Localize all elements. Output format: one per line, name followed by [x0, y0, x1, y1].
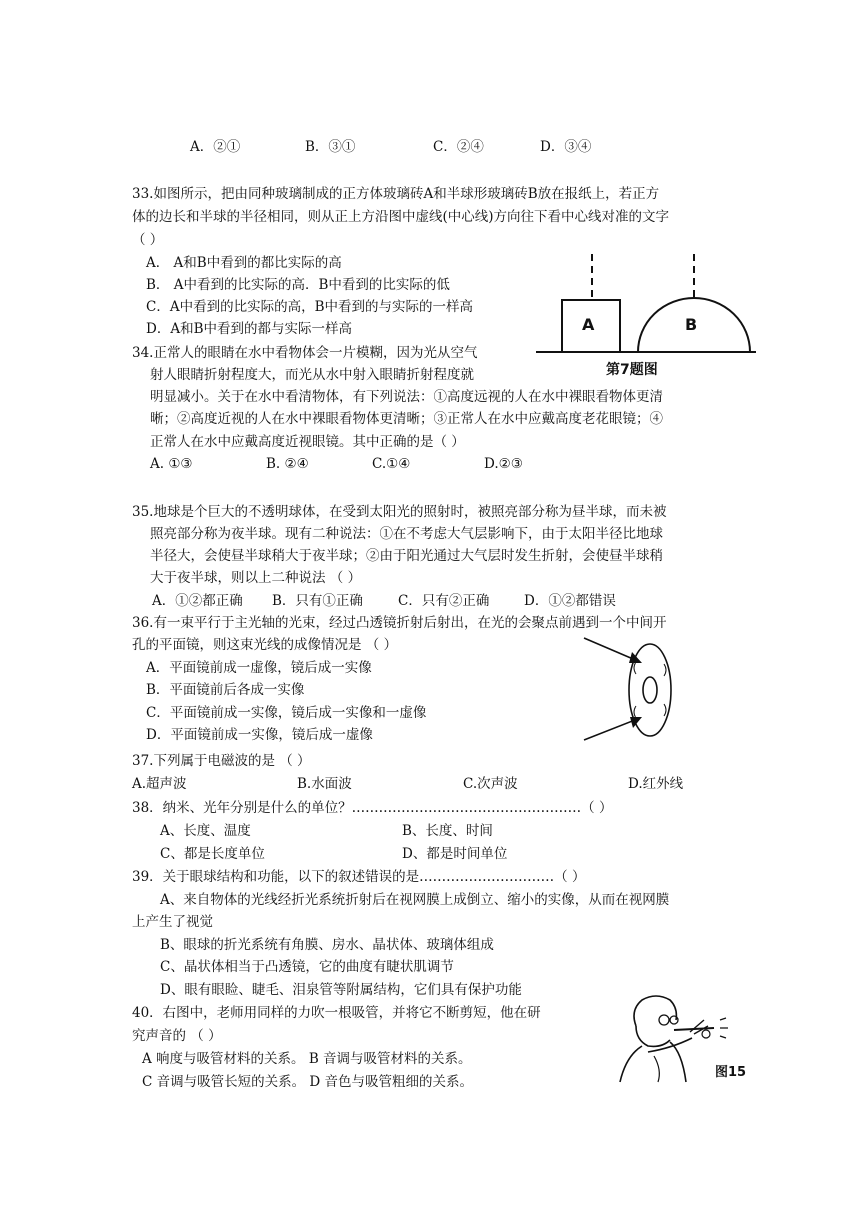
holed-mirror-diagram — [580, 632, 680, 748]
q33-option-a: A． A和B中看到的都比实际的高 — [146, 255, 342, 271]
q39-option-c: C、晶状体相当于凸透镜，它的曲度有睫状肌调节 — [160, 959, 454, 975]
q37-option-c: C.次声波 — [463, 776, 518, 792]
q38-stem: 38．纳米、光年分别是什么的单位？……………………………………………（ ） — [132, 800, 613, 816]
q40-option-cd: C 音调与吸管长短的关系。 D 音色与吸管粗细的关系。 — [142, 1074, 474, 1090]
q35-option-b: B．只有①正确 — [272, 593, 363, 609]
q38-option-c: C、都是长度单位 — [160, 846, 265, 862]
q38-option-b: B、长度、时间 — [402, 823, 493, 839]
q32-option-d: D．③④ — [540, 139, 592, 155]
q33-option-b: B． A中看到的比实际的高．B中看到的比实际的低 — [146, 277, 450, 293]
q37-option-d: D.红外线 — [628, 776, 684, 792]
q35-stem-line4: 大于夜半球，则以上二种说法 （ ） — [150, 570, 362, 586]
q35-option-c: C．只有②正确 — [398, 593, 490, 609]
q36-option-d: D．平面镜前成一实像，镜后成一虚像 — [146, 727, 373, 743]
q40-option-ab: A 响度与吸管材料的关系。 B 音调与吸管材料的关系。 — [142, 1051, 472, 1067]
q39-option-a-line2: 上产生了视觉 — [132, 914, 213, 930]
q32-option-b: B．③① — [305, 139, 356, 155]
q33-option-c: C．A中看到的比实际的高，B中看到的与实际的一样高 — [146, 299, 473, 315]
q39-option-a-line1: A、来自物体的光线经折光系统折射后在视网膜上成倒立、缩小的实像，从而在视网膜 — [160, 892, 670, 908]
q35-stem-line1: 35.地球是个巨大的不透明球体，在受到太阳光的照射时，被照亮部分称为昼半球，而未被 — [132, 504, 667, 520]
q36-stem-line1: 36.有一束平行于主光轴的光束，经过凸透镜折射后射出，在光的会聚点前遇到一个中间开 — [132, 615, 667, 631]
q36-figure — [580, 632, 680, 748]
q39-stem: 39．关于眼球结构和功能，以下的叙述错误的是…………………………（ ） — [132, 869, 586, 885]
q33-figure-caption: 第7题图 — [606, 362, 658, 378]
q34-option-c: C.①④ — [372, 456, 411, 472]
q36-option-a: A．平面镜前成一虚像，镜后成一实像 — [146, 660, 372, 676]
q34-option-d: D.②③ — [484, 456, 523, 472]
q39-option-d: D、眼有眼睑、睫毛、泪泉管等附属结构，它们具有保护功能 — [160, 982, 522, 998]
q40-figure — [612, 990, 752, 1086]
q40-stem-line1: 40．右图中，老师用同样的力吹一根吸管，并将它不断剪短，他在研 — [132, 1005, 541, 1021]
q34-stem-line1: 34.正常人的眼睛在水中看物体会一片模糊，因为光从空气 — [132, 345, 478, 361]
q32-option-a: A．②① — [190, 139, 241, 155]
q34-stem-line3: 明显减小。关于在水中看清物体，有下列说法：①高度远视的人在水中裸眼看物体更清 — [150, 389, 663, 405]
q36-option-b: B．平面镜前后各成一实像 — [146, 682, 305, 698]
q32-option-c: C．②④ — [433, 139, 484, 155]
q37-option-a: A.超声波 — [132, 776, 187, 792]
q34-stem-line4: 晰；②高度近视的人在水中裸眼看物体更清晰；③正常人在水中应戴高度老花眼镜；④ — [150, 411, 663, 427]
q35-stem-line2: 照亮部分称为夜半球。现有二种说法：①在不考虑大气层影响下，由于太阳半径比地球 — [150, 526, 663, 542]
q33-stem-line3: （ ） — [132, 232, 164, 248]
q40-stem-line2: 究声音的 （ ） — [132, 1028, 222, 1044]
q38-option-d: D、都是时间单位 — [402, 846, 508, 862]
q40-figure-caption: 图15 — [715, 1065, 747, 1080]
q35-option-a: A．①②都正确 — [152, 593, 243, 609]
q38-option-a: A、长度、温度 — [160, 823, 251, 839]
q33-figure-label-a: A — [582, 315, 595, 334]
q37-stem: 37.下列属于电磁波的是 （ ） — [132, 753, 311, 769]
q34-option-a: A. ①③ — [150, 456, 193, 472]
q36-option-c: C．平面镜前成一实像，镜后成一实像和一虚像 — [146, 705, 427, 721]
q33-option-d: D．A和B中看到的都与实际一样高 — [146, 321, 352, 337]
q37-option-b: B.水面波 — [297, 776, 352, 792]
q36-stem-line2: 孔的平面镜，则这束光线的成像情况是 （ ） — [132, 637, 398, 653]
q33-stem-line2: 体的边长和半球的半径相同，则从正上方沿图中虚线(中心线)方向往下看中心线对准的文字 — [132, 209, 670, 225]
q34-option-b: B. ②④ — [266, 456, 309, 472]
q35-stem-line3: 半径大，会使昼半球稍大于夜半球；②由于阳光通过大气层时发生折射，会使昼半球稍 — [150, 548, 663, 564]
q39-option-b: B、眼球的折光系统有角膜、房水、晶状体、玻璃体组成 — [160, 937, 494, 953]
q34-stem-line5: 正常人在水中应戴高度近视眼镜。其中正确的是（ ） — [150, 434, 465, 450]
q33-figure-label-b: B — [685, 315, 698, 334]
q34-stem-line2: 射人眼睛折射程度大，而光从水中射入眼睛折射程度就 — [150, 367, 474, 383]
q35-option-d: D．①②都错误 — [524, 593, 616, 609]
q33-figure — [532, 250, 760, 382]
q33-stem-line1: 33.如图所示，把由同种玻璃制成的正方体玻璃砖A和半球形玻璃砖B放在报纸上，若正方 — [132, 186, 660, 202]
